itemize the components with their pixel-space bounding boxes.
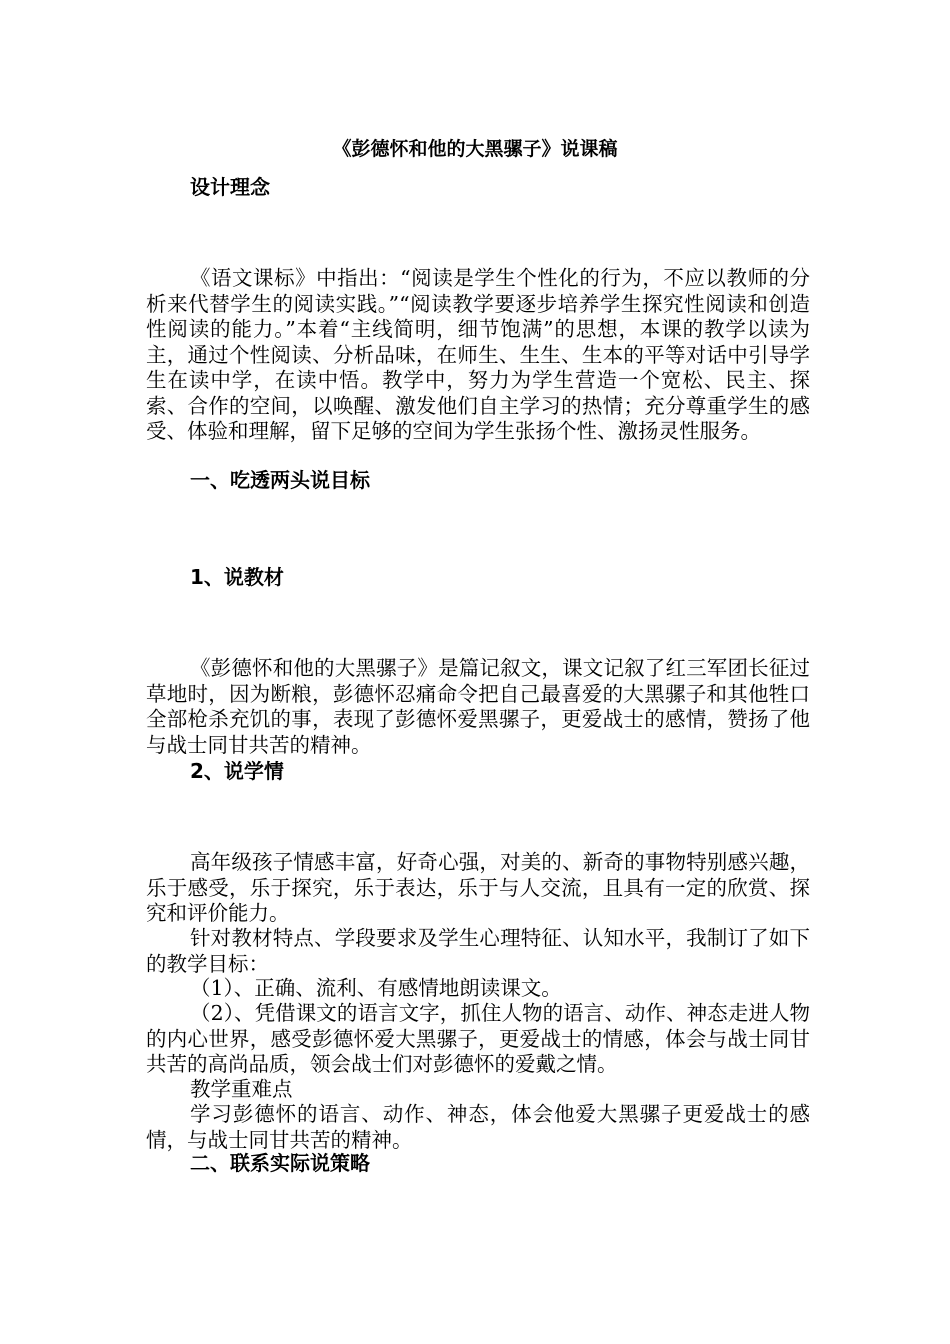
heading-student-situation: 2、说学情 <box>190 759 284 783</box>
paragraph-goals-intro: 针对教材特点、学段要求及学生心理特征、认知水平，我制订了如下的教学目标： <box>146 926 810 976</box>
heading-section-one: 一、吃透两头说目标 <box>190 468 370 492</box>
goal-item-1: （1）、正确、流利、有感情地朗读课文。 <box>190 976 562 1000</box>
document-title: 《彭德怀和他的大黑骡子》说课稿 <box>332 138 618 160</box>
goal-item-2: （2）、凭借课文的语言文字，抓住人物的语言、动作、神态走进人物的内心世界，感受彭德怀爱大黑骡子，更爱战士的情感，体会与战士同甘共苦的高尚品质，领会战士们对彭德怀的爱戴之情。 <box>146 1001 810 1076</box>
heading-textbook: 1、说教材 <box>190 565 284 589</box>
paragraph-student-situation: 高年级孩子情感丰富，好奇心强，对美的、新奇的事物特别感兴趣，乐于感受，乐于探究，乐于表达，乐于与人交流，且具有一定的欣赏、探究和评价能力。 <box>146 850 810 925</box>
paragraph-key-points: 学习彭德怀的语言、动作、神态，体会他爱大黑骡子更爱战士的感情，与战士同甘共苦的精神。 <box>146 1102 810 1152</box>
heading-design-concept: 设计理念 <box>190 175 270 199</box>
paragraph-textbook: 《彭德怀和他的大黑骡子》是篇记叙文，课文记叙了红三军团长征过草地时，因为断粮，彭德怀忍痛命令把自己最喜爱的大黑骡子和其他牲口全部枪杀充饥的事，表现了彭德怀爱黑骡子，更爱战士的感情，赞扬了他与战士同甘共苦的精神。 <box>146 656 810 757</box>
key-points-label: 教学重难点 <box>190 1077 293 1101</box>
heading-section-two: 二、联系实际说策略 <box>190 1151 370 1175</box>
paragraph-design-concept: 《语文课标》中指出：“阅读是学生个性化的行为，不应以教师的分析来代替学生的阅读实践。”“阅读教学要逐步培养学生探究性阅读和创造性阅读的能力。”本着“主线简明，细节饱满”的思想，本课的教学以读为主，通过个性阅读、分析品味，在师生、生生、生本的平等对话中引导学生在读中学，在读中悟。教学中，努力为学生营造一个宽松、民主、探索、合作的空间，以唤醒、激发他们自主学习的热情；充分尊重学生的感受、体验和理解，留下足够的空间为学生张扬个性、激扬灵性服务。 <box>146 266 810 443</box>
